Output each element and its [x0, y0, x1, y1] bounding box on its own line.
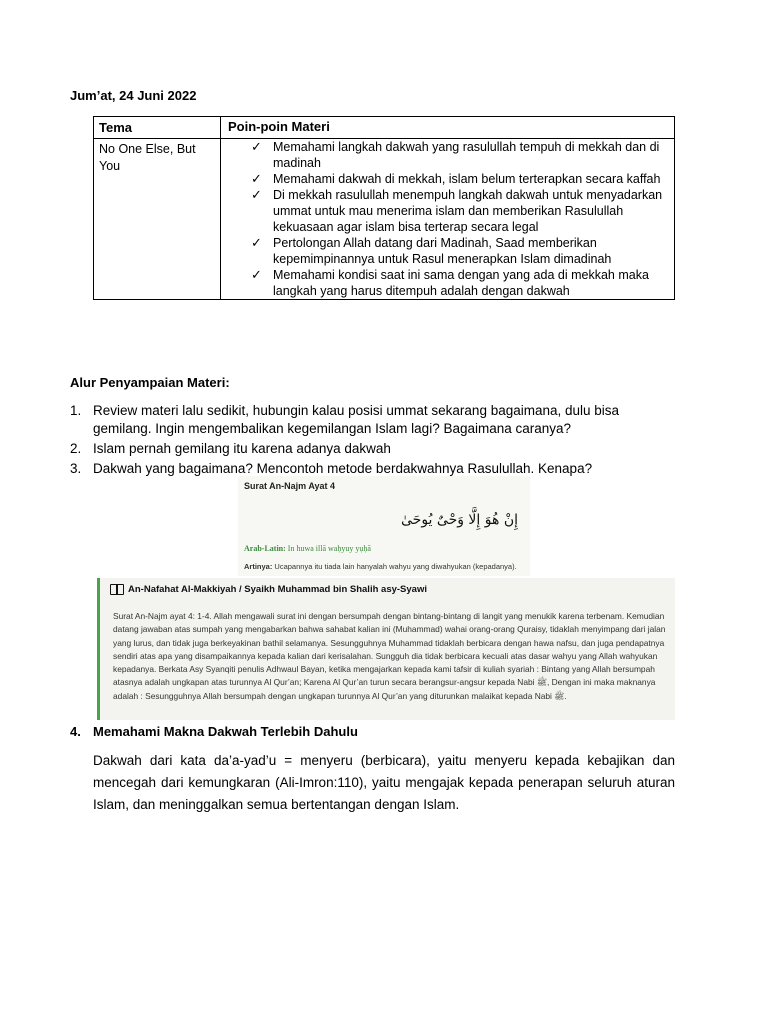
tafsir-screenshot: [97, 578, 675, 720]
point-text: Memahami dakwah di mekkah, islam belum terterapkan secara kaffah: [273, 172, 661, 186]
ayat-translation: [244, 562, 517, 571]
arti-text: Ucapannya itu tiada lain hanyalah wahyu yang diwahyukan (kepadanya).: [272, 562, 517, 571]
list-item: [70, 440, 680, 458]
book-icon: [110, 584, 124, 595]
latin-text: In huwa illā waḥyuy yụḥā: [285, 544, 371, 553]
header-poin-materi: Poin-poin Materi: [221, 117, 675, 139]
check-icon: ✓: [251, 267, 262, 282]
dakwah-paragraph: Dakwah dari kata da’a-yad’u = menyeru (berbicara), yaitu menyeru kepada kebajikan dan mencegah dari kemungkaran (Ali-Imron:110), yaitu mengajak kepada penerapan seluruh aturan Islam, dan meninggalkan semua bertentangan dengan Islam.: [93, 753, 675, 812]
points-cell: [221, 139, 675, 300]
tafsir-heading: [110, 584, 427, 595]
alur-title: Alur Penyampaian Materi:: [70, 375, 230, 390]
point-text: Di mekkah rasulullah menempuh langkah dakwah untuk menyadarkan ummat untuk mau menerima islam dan memberikan Rasulullah kekuasaan agar islam bisa terterap secara legal: [273, 188, 663, 234]
table-row: [94, 139, 675, 300]
materi-point: [251, 235, 666, 267]
section-heading: Memahami Makna Dakwah Terlebih Dahulu: [93, 724, 358, 739]
check-icon: ✓: [251, 235, 262, 250]
ayat-screenshot: [238, 476, 530, 576]
point-text: Pertolongan Allah datang dari Madinah, Saad memberikan kepemimpinannya untuk Rasul menerapkan Islam dimadinah: [273, 236, 612, 266]
arti-label: Artinya:: [244, 562, 273, 571]
ayat-title: Surat An-Najm Ayat 4: [244, 481, 336, 491]
latin-label: Arab-Latin:: [244, 544, 286, 553]
table-header-row: [94, 117, 675, 139]
materi-point: [251, 171, 666, 187]
ayat-arabic-text: إِنْ هُوَ إِلَّا وَحْىٌ يُوحَىٰ: [401, 512, 518, 528]
tema-cell: No One Else, But You: [94, 139, 221, 300]
point-text: Memahami langkah dakwah yang rasulullah tempuh di mekkah dan di madinah: [273, 140, 660, 170]
materi-point: [251, 267, 666, 299]
check-icon: ✓: [251, 139, 262, 154]
ayat-latin: [244, 544, 371, 553]
list-text: Dakwah yang bagaimana? Mencontoh metode berdakwahnya Rasulullah. Kenapa?: [93, 461, 593, 476]
tafsir-heading-text: An-Nafahat Al-Makkiyah / Syaikh Muhammad bin Shalih asy-Syawi: [128, 584, 427, 595]
header-tema: Tema: [94, 117, 221, 139]
list-number: 1.: [70, 403, 82, 418]
tafsir-body: Surat An-Najm ayat 4: 1-4. Allah mengawali surat ini dengan bersumpah dengan bintang-bintang di langit yang menukik karena terbenam. Kemudian datang jawaban atas sumpah yang mengabarkan bahwa sahabat kalian ini (Muhammad) wahai orang-orang Quraisy, tidaklah menyimpang dari jalan yang lurus, dan tidak juga berkeyakinan bathil selamanya. Sesungguhnya Muhammad tidaklah berbicara dengan hawa nafsu, dan juga pendapatnya sendiri atas apa yang disampaikannya kepada kalian dari kerisalahan. Sungguh dia tidak berbicara kecuali atas dasar wahyu yang Allah wahyukan kepadanya. Berkata Asy Syanqiti penulis Adhwaul Bayan, ketika mengajarkan kepada kami tafsir di kuliah syariah : Bintang yang Allah bersumpah atasnya adalah ungkapan atas turunnya Al Qur’an; Karena Al Qur’an turun secara berangsur-angsur kepada Nabi ﷺ, Dengan ini maka maknanya adalah : Sesungguhnya Allah bersumpah dengan ungkapan turunnya Al Qur’an yang diturunkan malaikat kepada Nabi ﷺ.: [113, 611, 666, 701]
check-icon: ✓: [251, 187, 262, 202]
list-text: Islam pernah gemilang itu karena adanya dakwah: [93, 441, 391, 456]
materi-point: [251, 139, 666, 171]
list-number: 3.: [70, 461, 82, 476]
point-text: Memahami kondisi saat ini sama dengan yang ada di mekkah maka langkah yang harus ditempuh adalah dengan dakwah: [273, 268, 649, 298]
list-text: Review materi lalu sedikit, hubungin kalau posisi ummat sekarang bagaimana, dulu bisa gemilang. Ingin mengembalikan kegemilangan Islam lagi? Bagaimana caranya?: [93, 403, 620, 436]
list-item: [70, 402, 680, 438]
check-icon: ✓: [251, 171, 262, 186]
document-date: Jum’at, 24 Juni 2022: [70, 88, 197, 103]
materi-point: [251, 187, 666, 235]
list-number: 4.: [70, 724, 81, 739]
list-number: 2.: [70, 441, 82, 456]
materi-table: [93, 116, 675, 300]
